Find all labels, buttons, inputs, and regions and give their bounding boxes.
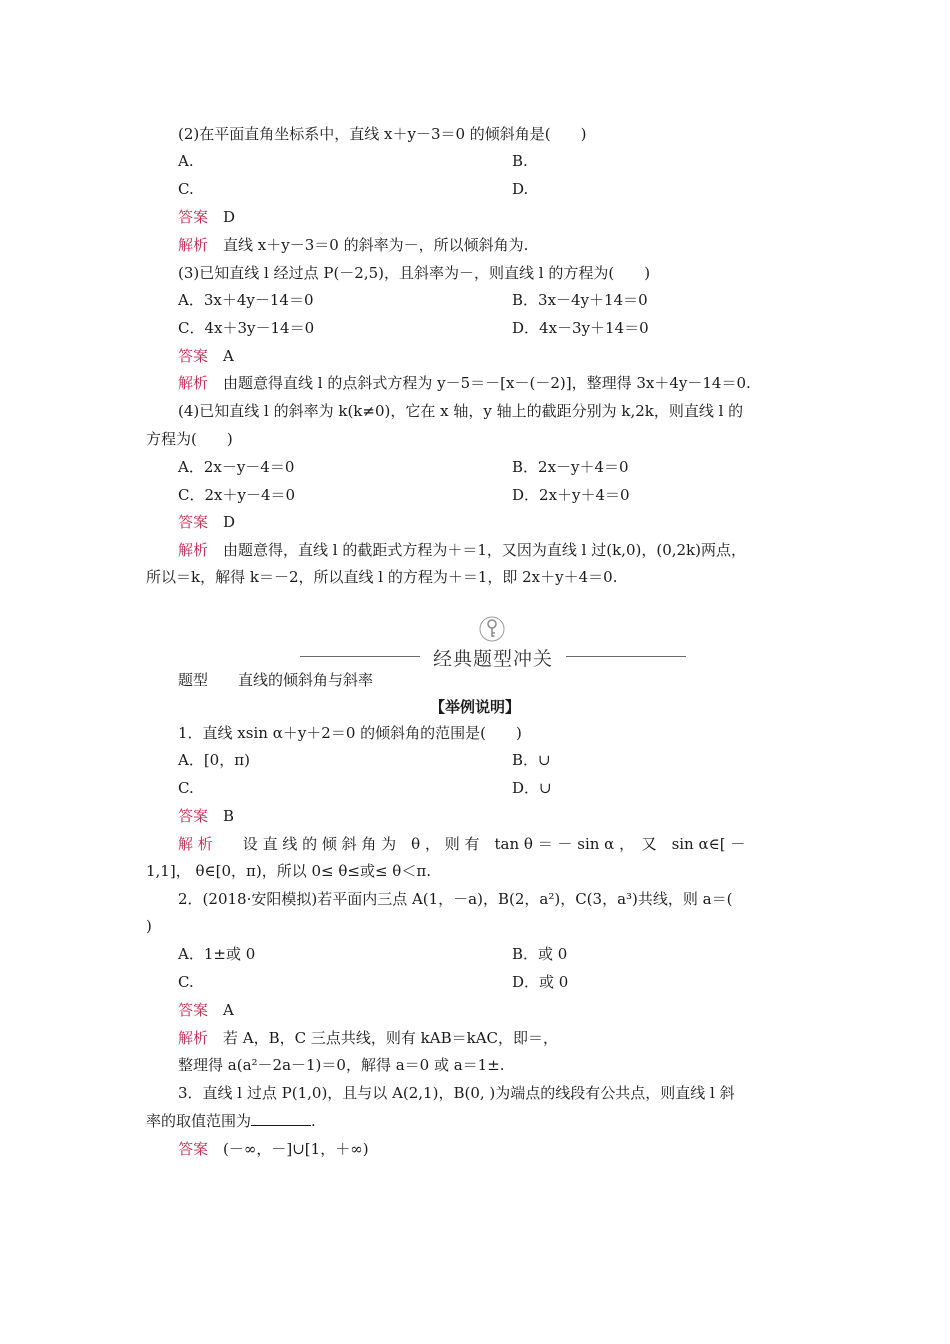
e2-option-d: D．或 0 bbox=[512, 973, 569, 991]
q4-analysis-line1 bbox=[178, 540, 746, 560]
q4-option-b: B．2x－y＋4＝0 bbox=[512, 458, 629, 476]
answer-value: D bbox=[223, 208, 236, 226]
answer-label: 答案 bbox=[178, 807, 209, 825]
q3-option-c: C．4x＋3y－14＝0 bbox=[178, 319, 315, 337]
q4-option-c: C．2x＋y－4＝0 bbox=[178, 486, 296, 504]
answer-value: D bbox=[223, 513, 236, 531]
q3-option-b: B．3x－4y＋14＝0 bbox=[512, 291, 648, 309]
q2-option-a: A. bbox=[178, 152, 194, 170]
q4-option-d: D．2x＋y＋4＝0 bbox=[512, 486, 630, 504]
answer-blank[interactable] bbox=[251, 1111, 311, 1126]
e2-option-c: C. bbox=[178, 973, 194, 991]
e2-option-a: A．1±或 0 bbox=[178, 945, 256, 963]
answer-label: 答案 bbox=[178, 347, 209, 365]
q2-option-c: C. bbox=[178, 180, 194, 198]
analysis-text: 直线 x＋y－3＝0 的斜率为－，所以倾斜角为. bbox=[223, 236, 529, 254]
example-heading: 【举例说明】 bbox=[429, 698, 520, 716]
answer-label: 答案 bbox=[178, 1140, 209, 1158]
e1-option-a: A．[0，π) bbox=[178, 751, 250, 769]
analysis-label: 解析 bbox=[178, 236, 209, 254]
e2-option-b: B．或 0 bbox=[512, 945, 568, 963]
e1-analysis-line1 bbox=[178, 834, 745, 854]
section-heading bbox=[178, 670, 373, 690]
q2-option-d: D. bbox=[512, 180, 529, 198]
section-label: 题型 bbox=[178, 671, 209, 689]
e1-answer bbox=[178, 806, 234, 826]
e2-stem-line1: 2．(2018·安阳模拟)若平面内三点 A(1，－a)，B(2，a²)，C(3，a³)共线，则 a＝( bbox=[178, 890, 733, 908]
analysis-label: 解析 bbox=[178, 541, 209, 559]
e1-option-b: B．∪ bbox=[512, 751, 551, 769]
e1-analysis-line2: 1,1]， θ∈[0，π)，所以 0≤ θ≤或≤ θ＜π. bbox=[146, 862, 431, 880]
analysis-text: 由题意得直线 l 的点斜式方程为 y－5＝－[x－(－2)]，整理得 3x＋4y－14＝0. bbox=[223, 374, 751, 392]
q2-stem: (2)在平面直角坐标系中，直线 x＋y－3＝0 的倾斜角是( ) bbox=[178, 125, 587, 143]
q3-option-d: D．4x－3y＋14＝0 bbox=[512, 319, 649, 337]
e1-stem: 1．直线 xsin α＋y＋2＝0 的倾斜角的范围是( ) bbox=[178, 724, 522, 742]
e1-option-c: C. bbox=[178, 779, 194, 797]
section-banner bbox=[300, 616, 686, 670]
q3-stem: (3)已知直线 l 经过点 P(－2,5)，且斜率为－，则直线 l 的方程为( ) bbox=[178, 264, 651, 282]
analysis-label: 解 析 bbox=[178, 835, 213, 853]
analysis-text: 由题意得，直线 l 的截距式方程为＋＝1，又因为直线 l 过(k,0)，(0,2k)两点， bbox=[223, 541, 746, 559]
answer-value: A bbox=[223, 347, 234, 365]
answer-label: 答案 bbox=[178, 208, 209, 226]
e2-analysis-line1 bbox=[178, 1028, 558, 1048]
answer-value: (－∞，－]∪[1，＋∞) bbox=[223, 1140, 369, 1158]
q3-answer bbox=[178, 346, 234, 366]
e1-option-d: D．∪ bbox=[512, 779, 552, 797]
analysis-text: 若 A，B，C 三点共线，则有 kAB＝kAC，即＝， bbox=[223, 1029, 559, 1047]
e2-analysis-line2: 整理得 a(a²－2a－1)＝0，解得 a＝0 或 a＝1±. bbox=[178, 1056, 505, 1074]
key-icon bbox=[479, 616, 505, 642]
e3-answer bbox=[178, 1139, 369, 1159]
analysis-label: 解析 bbox=[178, 374, 209, 392]
q3-option-a: A．3x＋4y－14＝0 bbox=[178, 291, 314, 309]
e2-answer bbox=[178, 1000, 234, 1020]
q2-option-b: B. bbox=[512, 152, 528, 170]
section-title: 直线的倾斜角与斜率 bbox=[238, 671, 374, 689]
answer-value: A bbox=[223, 1001, 234, 1019]
e3-stem-line2: 率的取值范围为 . bbox=[146, 1112, 316, 1130]
q4-analysis-line2: 所以＝k，解得 k＝－2，所以直线 l 的方程为＋＝1，即 2x＋y＋4＝0. bbox=[146, 568, 618, 586]
q4-option-a: A．2x－y－4＝0 bbox=[178, 458, 295, 476]
q2-answer bbox=[178, 207, 235, 227]
q4-answer bbox=[178, 512, 235, 532]
q4-stem-line1: (4)已知直线 l 的斜率为 k(k≠0)，它在 x 轴，y 轴上的截距分别为 k,2k，则直线 l 的 bbox=[178, 402, 744, 420]
banner-title: 经典题型冲关 bbox=[300, 644, 686, 671]
q4-stem-line2: 方程为( ) bbox=[146, 430, 233, 448]
analysis-text: 设 直 线 的 倾 斜 角 为 θ ， 则 有 tan θ ＝ － sin α ， 又 sin α∈[ － bbox=[242, 835, 746, 853]
q2-analysis bbox=[178, 235, 528, 255]
e3-stem-line1: 3．直线 l 过点 P(1,0)，且与以 A(2,1)，B(0, )为端点的线段有公共点，则直线 l 斜 bbox=[178, 1084, 735, 1102]
analysis-label: 解析 bbox=[178, 1029, 209, 1047]
answer-label: 答案 bbox=[178, 1001, 209, 1019]
q3-analysis bbox=[178, 373, 751, 393]
e2-stem-line2: ) bbox=[146, 917, 152, 935]
answer-label: 答案 bbox=[178, 513, 209, 531]
answer-value: B bbox=[223, 807, 235, 825]
